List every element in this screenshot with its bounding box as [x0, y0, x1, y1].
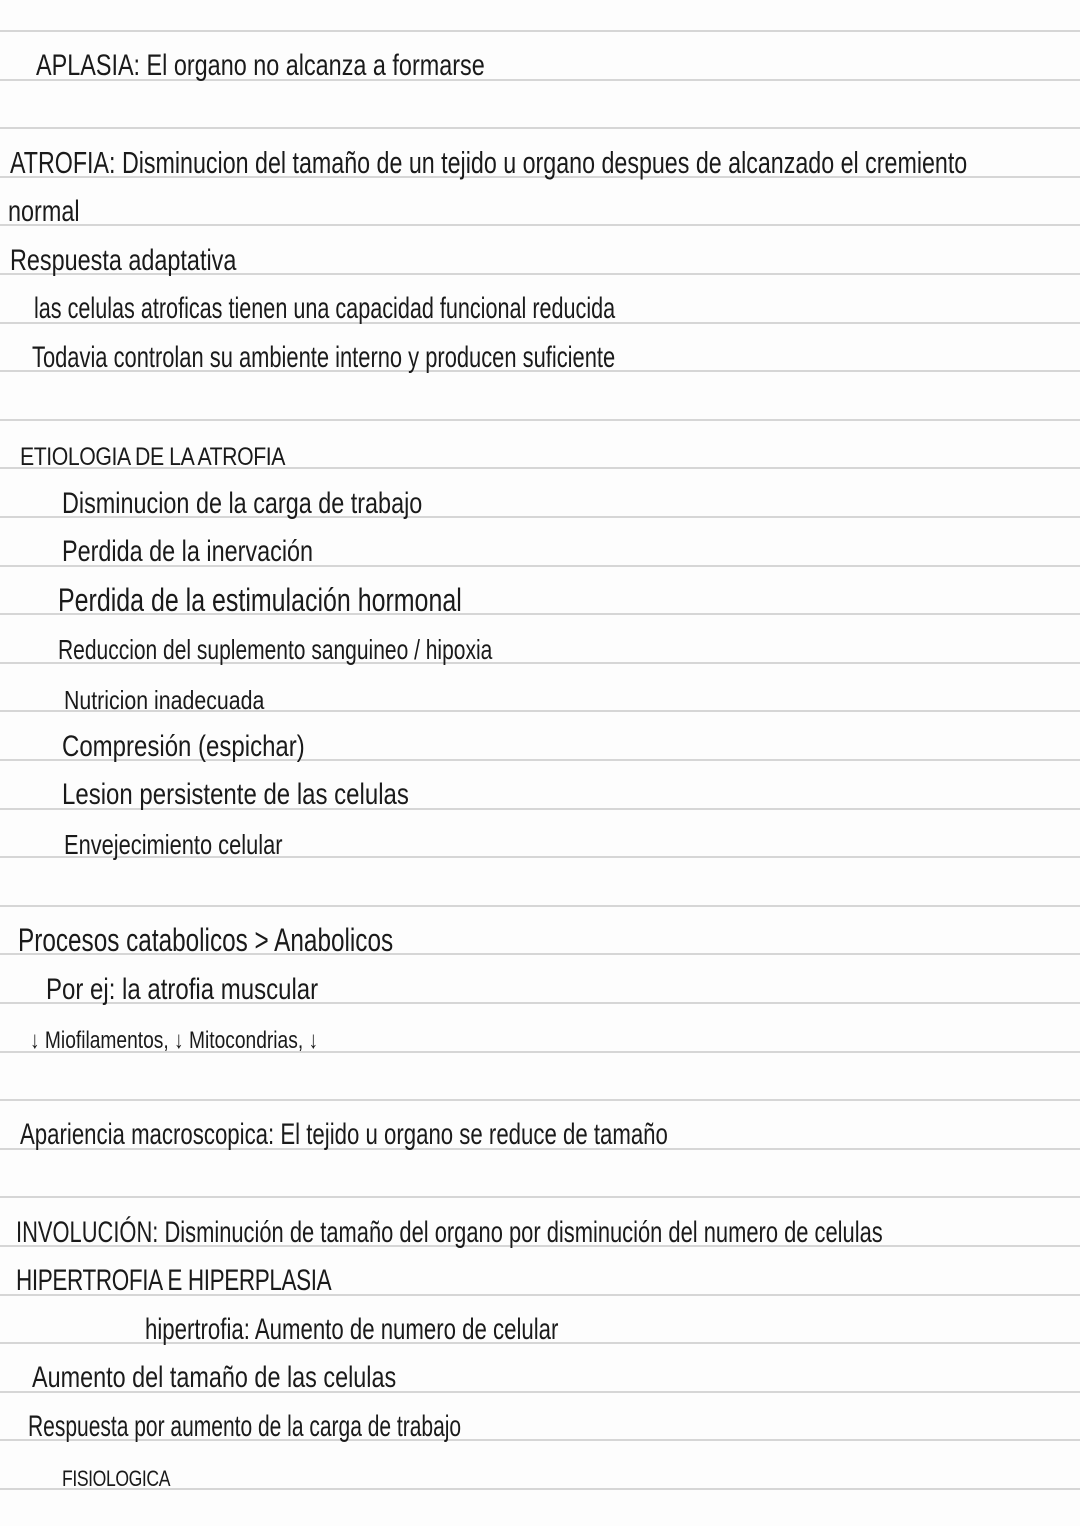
note-apariencia: Apariencia macroscopica: El tejido u organo se reduce de tamaño [20, 1118, 668, 1152]
ruled-line [0, 1196, 1080, 1198]
note-por-ej: Por ej: la atrofia muscular [46, 972, 319, 1006]
etiologia-item: Envejecimiento celular [64, 828, 283, 860]
ruled-line [0, 224, 1080, 226]
ruled-line [0, 1099, 1080, 1101]
etiologia-item: Lesion persistente de las celulas [62, 778, 409, 812]
ruled-line [0, 127, 1080, 129]
note-atrofia-definition-cont: normal [8, 194, 80, 228]
etiologia-item: Perdida de la inervación [62, 535, 314, 569]
note-procesos: Procesos catabolicos > Anabolicos [18, 922, 394, 958]
etiologia-item: Nutricion inadecuada [64, 684, 265, 715]
etiologia-item: Perdida de la estimulación hormonal [58, 581, 462, 618]
note-aumento-tamano: Aumento del tamaño de las celulas [32, 1361, 397, 1395]
note-miofilamentos: ↓ Miofilamentos, ↓ Mitocondrias, ↓ [30, 1026, 319, 1054]
note-atrofia-definition: ATROFIA: Disminucion del tamaño de un tejido u organo despues de alcanzado el cremiento [10, 145, 968, 181]
ruled-line [0, 905, 1080, 907]
etiologia-item: Disminucion de la carga de trabajo [62, 486, 423, 520]
note-celulas-atroficas: las celulas atroficas tienen una capacidad funcional reducida [34, 292, 616, 326]
note-hipertrofia-definition: hipertrofia: Aumento de numero de celular [145, 1312, 559, 1346]
note-respuesta-adaptativa: Respuesta adaptativa [10, 243, 237, 277]
ruled-line [0, 30, 1080, 32]
hipertrofia-heading: HIPERTROFIA E HIPERPLASIA [16, 1264, 332, 1298]
etiologia-item: Reduccion del suplemento sanguineo / hipoxia [58, 634, 493, 666]
note-aplasia: APLASIA: El organo no alcanza a formarse [36, 49, 485, 83]
etiologia-item: Compresión (espichar) [62, 729, 305, 763]
ruled-line [0, 419, 1080, 421]
etiologia-heading: ETIOLOGIA DE LA ATROFIA [20, 442, 285, 471]
note-fisiologica: FISIOLOGICA [62, 1466, 171, 1492]
note-respuesta-carga: Respuesta por aumento de la carga de trabajo [28, 1409, 462, 1443]
note-todavia-controlan: Todavia controlan su ambiente interno y producen suficiente [32, 340, 616, 374]
note-involucion: INVOLUCIÓN: Disminución de tamaño del organo por disminución del numero de celulas [16, 1215, 883, 1249]
